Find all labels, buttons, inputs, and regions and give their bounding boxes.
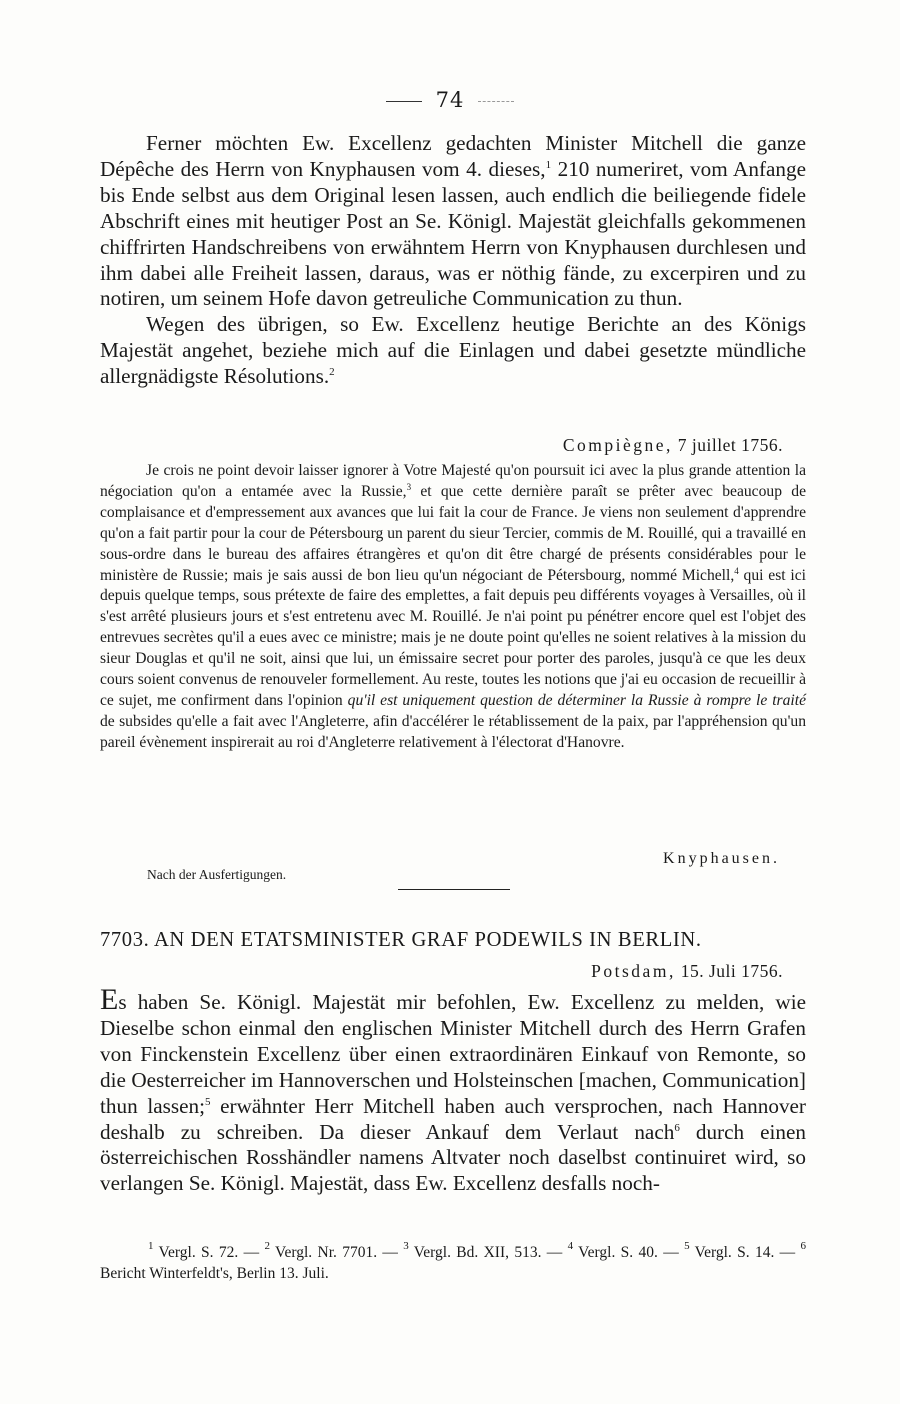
letter-heading: 7703. AN DEN ETATSMINISTER GRAF PODEWILS IN BERLIN. xyxy=(100,929,702,951)
footnote-ref: 4 xyxy=(734,565,739,576)
italic-phrase: qu'il est uniquement question de déterminer la Russie à rompre le traité xyxy=(347,691,806,709)
enclosure-dateline xyxy=(563,435,783,456)
section-divider xyxy=(398,889,510,890)
footnote-ref: 6 xyxy=(674,1121,680,1134)
letter-date: 15. Juli 1756. xyxy=(680,961,783,981)
enclosure-text xyxy=(100,461,806,754)
paragraph: Es haben Se. Königl. Majestät mir befohlen, Ew. Excellenz zu melden, wie Dieselbe schon einmal den englischen Minister Mitchell durch des Herrn Grafen von Finckenstein Excellenz über einen extraordinären Einkauf von Remonte, so die Oesterreicher im Hannoverschen und Holsteinschen [machen, Communication] thun lassen;$^5$ erwähnter Herr Mitchell haben auch versprochen, nach Hannover deshalb zu schreiben. Da dieser Ankauf dem Verlaut nach$^6$ durch einen österreichischen Rosshändler namens Altvater noch daselbst continuiret wird, so verlangen Se. Königl. Majestät, dass Ew. Excellenz desfalls noch- xyxy=(100,983,806,1196)
initial-letter: E xyxy=(100,983,119,1016)
page-number-line xyxy=(0,88,900,112)
letter-body xyxy=(100,983,806,1197)
letter-dateline xyxy=(591,961,783,982)
footnote-ref: 1 xyxy=(545,158,552,171)
footnotes xyxy=(100,1242,806,1284)
footnote-ref: 2 xyxy=(329,366,335,379)
page-number-rule-right xyxy=(478,101,514,102)
letter-place: Potsdam, xyxy=(591,961,676,981)
paragraph: Ferner möchten Ew. Excellenz gedachten Minister Mitchell die ganze Dépêche des Herrn von Knyphausen vom 4. dieses,$^1$ 210 numeriret, vom Anfange bis Ende selbst aus dem Original lesen lassen, auch endlich die beiliegende fidele Abschrift eines mit heutiger Post an Se. Königl. Majestät gleichfalls gekommenen chiffrirten Handschreibens von erwähntem Herrn von Knyphausen durchlesen und ihm dabei alle Freiheit lassen, daraus, was er nöthig fände, zu excerpiren und zu notiren, um seinem Hofe davon getreuliche Communication zu thun. xyxy=(100,131,806,311)
page-number: 74 xyxy=(435,88,465,112)
letter-continuation xyxy=(100,131,806,390)
footnote-ref: 3 xyxy=(406,481,412,492)
enclosure-place: Compiègne, xyxy=(562,435,673,455)
paragraph: Je crois ne point devoir laisser ignorer à Votre Majesté qu'on poursuit ici avec la plus grande attention la négociation qu'on a entamée avec la Russie,$^3$ et que cette dernière paraît se prêter avec beaucoup de complaisance et d'empressement aux avances que lui fait la cour de France. Je viens non seulement d'apprendre qu'on a fait partir pour la cour de Pétersbourg un parent du sieur Tercier, commis de M. Rouillé, qui a travaillé en sous-ordre dans le bureau des affaires étrangères et qu'on dit être chargé de présents considérables pour le ministère de Russie; mais je sais aussi de bon lieu qu'un négociant de Pétersbourg, nommé Michell,$^4$ qui est ici depuis quelque temps, sous prétexte de faire des emplettes, a fait depuis peu différents voyages à Versailles, où il s'est arrêté plusieurs jours et s'est entretenu avec M. Rouillé. Je n'ai point pu pénétrer encore quel est l'objet des entrevues secrètes qu'il a eues avec ce ministre; mais je ne doute point qu'elles ne soient relatives à la mission du sieur Douglas et qu'il ne soit, ainsi que lui, un émissaire secret pour porter des paroles, jusqu'à ce que les deux cours soient convenus de renouveler formellement. Au reste, toutes les notions que j'ai eu occasion de recueillir à ce sujet, me confirment dans l'opinion qu'il est uniquement question de déterminer la Russie à rompre le traité de subsides qu'elle a fait avec l'Angleterre, afin d'accélérer le rétablissement de la paix, par l'appréhension qu'un pareil évènement inspirerait au roi d'Angleterre relativement à l'électorat d'Hanovre. xyxy=(100,462,807,751)
page-number-rule-left xyxy=(386,101,422,102)
source-note: Nach der Ausfertigungen. xyxy=(147,867,287,882)
footnote-ref: 5 xyxy=(205,1095,211,1108)
paragraph: Wegen des übrigen, so Ew. Excellenz heutige Berichte an des Königs Majestät angehet, beziehe mich auf die Einlagen und dabei gesetzte mündliche allergnädigste Résolutions.$^2$ xyxy=(100,312,806,389)
enclosure-date: 7 juillet 1756. xyxy=(677,435,783,455)
signature: Knyphausen. xyxy=(663,850,780,867)
footnote-line: $^1$ Vergl. S. 72. — $^2$ Vergl. Nr. 7701. — $^3$ Vergl. Bd. XII, 513. — $^4$ Vergl. S. 40. — $^5$ Vergl. S. 14. — $^6$ Bericht Winterfeldt's, Berlin 13. Juli. xyxy=(100,1240,806,1282)
